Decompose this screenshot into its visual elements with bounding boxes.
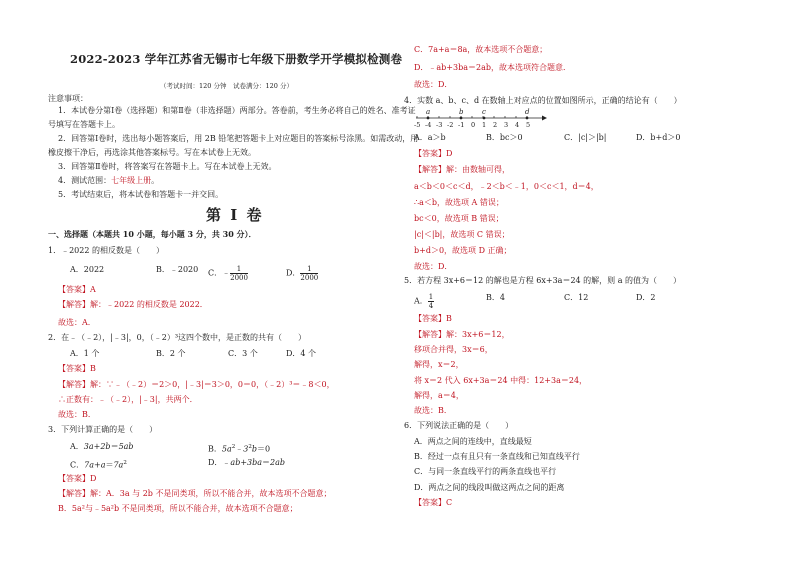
q4-conclusion: 故选：D． xyxy=(414,262,453,271)
axis-tick-label: 4 xyxy=(515,121,520,129)
q3-analysis-line: B．5a²与﹣5a²b 不是同类项，所以不能合并，故本选项不合题意； xyxy=(58,504,298,513)
q1-conclusion: 故选：A． xyxy=(58,318,96,327)
notice-line: 2．回答第Ⅰ卷时，选出每小题答案后，用 2B 铅笔把答题卡上对应题目的答案标号涂黑。如需改动，用 xyxy=(58,134,419,143)
q2-option-c: C．3 个 xyxy=(228,349,258,358)
q4-option-a: A．a＞b xyxy=(414,133,446,142)
q5-conclusion: 故选：B． xyxy=(414,406,452,415)
q6-option-a: A．两点之间的连线中，直线最短 xyxy=(414,437,532,446)
axis-tick-label: -5 xyxy=(414,121,421,129)
axis-tick-label: -2 xyxy=(447,121,454,129)
q5-analysis-line: 解得，x＝2， xyxy=(414,360,464,369)
q4-analysis-line: a＜b＜0＜c＜d，﹣2＜b＜﹣1，0＜c＜1，d＝4， xyxy=(414,182,599,191)
question-4-stem: 4．实数 a、b、c、d 在数轴上对应点的位置如图所示，正确的结论有（ ） xyxy=(404,96,682,105)
exam-title: 2022-2023 学年江苏省无锡市七年级下册数学开学模拟检测卷 xyxy=(70,52,403,66)
notice-line: 橡皮擦干净后，再选涂其他答案标号。写在本试卷上无效。 xyxy=(48,148,256,157)
q2-option-d: D．4 个 xyxy=(286,349,317,358)
q5-option-c: C．12 xyxy=(564,293,589,302)
q3-analysis-line: D．﹣ab+3ba＝2ab，故本选项符合题意． xyxy=(414,63,571,72)
q5-analysis-line: 解得，a＝4， xyxy=(414,391,464,400)
q3-option-a: A．3a+2b＝5ab xyxy=(70,442,134,451)
axis-tick-label: -3 xyxy=(436,121,443,129)
exam-info: （考试时间：120 分钟 试卷满分：120 分） xyxy=(160,82,293,90)
axis-tick-label: -4 xyxy=(425,121,432,129)
question-5-stem: 5．若方程 3x+6＝12 的解也是方程 6x+3a＝24 的解，则 a 的值为（ ） xyxy=(404,276,682,285)
question-6-stem: 6．下列说法正确的是（ ） xyxy=(404,421,514,430)
q2-analysis: 【解答】解：∵﹣（﹣2）＝2＞0，|﹣3|＝3＞0，0＝0，（﹣2）³＝﹣8＜0， xyxy=(58,380,335,389)
q2-conclusion: 故选：B． xyxy=(58,410,96,419)
notice-heading: 注意事项： xyxy=(48,94,88,103)
right-column xyxy=(404,0,746,562)
q3-analysis: 【解答】解：A．3a 与 2b 不是同类项，所以不能合并，故本选项不合题意； xyxy=(58,489,332,498)
q6-option-c: C．与同一条直线平行的两条直线也平行 xyxy=(414,467,557,476)
left-column xyxy=(48,0,419,562)
q4-answer: 【答案】D xyxy=(414,149,453,158)
q1-analysis: 【解答】解：﹣2022 的相反数是 2022． xyxy=(58,300,208,309)
section-heading: 一、选择题（本题共 10 小题，每小题 3 分，共 30 分）． xyxy=(48,229,257,239)
q4-analysis-line: ∴a＜b，故选项 A 错误； xyxy=(414,198,504,207)
q4-option-c: C．|c|＞|b| xyxy=(564,133,607,142)
notice-line: 3．回答第Ⅱ卷时，将答案写在答题卡上。写在本试卷上无效。 xyxy=(58,162,277,171)
q2-conclusion: ∴正数有：﹣（﹣2），|﹣3|，共两个． xyxy=(58,395,198,404)
q2-option-b: B．2 个 xyxy=(156,349,186,358)
q3-option-d: D．﹣ab+3ba＝2ab xyxy=(208,458,285,467)
q3-analysis-line: C．7a+a＝8a，故本选项不合题意； xyxy=(414,45,548,54)
point-label-d: d xyxy=(525,108,530,116)
question-2-stem: 2．在﹣（﹣2），|﹣3|，0，（﹣2）³这四个数中，是正数的共有（ ） xyxy=(48,333,307,342)
q1-option-d: D． $\frac{1}{2000}$ xyxy=(286,265,319,282)
q4-analysis-line: bc＜0，故选项 B 错误； xyxy=(414,214,504,223)
number-line-figure xyxy=(414,108,564,132)
q5-option-b: B．4 xyxy=(486,293,505,302)
notice-line: 4．测试范围：七年级上册。 xyxy=(58,176,160,185)
q5-analysis: 【解答】解：3x+6＝12， xyxy=(414,330,510,339)
point-label-b: b xyxy=(459,108,464,116)
test-range-highlight: 七年级上册 xyxy=(111,176,152,185)
q5-option-a: A． $\frac{1}{4}$ xyxy=(414,293,434,310)
q5-analysis-line: 将 x＝2 代入 6x+3a＝24 中得：12+3a＝24， xyxy=(414,376,588,385)
q2-option-a: A．1 个 xyxy=(70,349,100,358)
notice-line: 1．本试卷分第Ⅰ卷（选择题）和第Ⅱ卷（非选择题）两部分。答卷前，考生务必将自己的姓名、准考证 xyxy=(58,106,416,115)
q5-option-d: D．2 xyxy=(636,293,656,302)
q2-answer: 【答案】B xyxy=(58,364,96,373)
q4-option-b: B．bc＞0 xyxy=(486,133,523,142)
axis-tick-label: 0 xyxy=(471,121,476,129)
q1-option-a: A．2022 xyxy=(70,265,105,274)
point-label-c: c xyxy=(482,108,486,116)
axis-tick-label: 2 xyxy=(493,121,498,129)
axis-tick-label: -1 xyxy=(458,121,465,129)
question-1-stem: 1．﹣2022 的相反数是（ ） xyxy=(48,246,164,255)
question-3-stem: 3．下列计算正确的是（ ） xyxy=(48,425,158,434)
q1-option-c: C．﹣ $\frac{1}{2000}$ xyxy=(208,265,248,282)
notice-line: 5．考试结束后，将本试卷和答题卡一并交回。 xyxy=(58,190,224,199)
q4-analysis-line: b+d＞0，故选项 D 正确； xyxy=(414,246,512,255)
q4-analysis: 【解答】解：由数轴可得， xyxy=(414,165,510,174)
fraction: $\frac{1}{2000}$ xyxy=(300,265,319,282)
fraction: $\frac{1}{2000}$ xyxy=(230,265,248,282)
q3-answer: 【答案】D xyxy=(58,474,97,483)
volume-title: 第 I 卷 xyxy=(206,206,264,224)
q4-analysis-line: |c|＜|b|，故选项 C 错误； xyxy=(414,230,510,239)
q3-option-c: C．$7a+a=7a^2$ xyxy=(70,460,127,470)
q6-option-d: D．两点之间的线段叫做这两点之间的距离 xyxy=(414,483,565,492)
axis-tick-label: 1 xyxy=(482,121,487,129)
q3-option-b: B．$5a^2﹣3^2b=0$ xyxy=(208,444,271,454)
axis-tick-label: 5 xyxy=(526,121,531,129)
axis-tick-label: 3 xyxy=(504,121,509,129)
point-label-a: a xyxy=(426,108,431,116)
q3-conclusion: 故选：D． xyxy=(414,80,453,89)
q1-answer: 【答案】A xyxy=(58,285,96,294)
q6-answer: 【答案】C xyxy=(414,498,453,507)
q5-analysis-line: 移项合并得，3x＝6， xyxy=(414,345,493,354)
q4-option-d: D．b+d＞0 xyxy=(636,133,681,142)
q1-option-b: B．﹣2020 xyxy=(156,265,199,274)
notice-line: 号填写在答题卡上。 xyxy=(48,120,120,129)
fraction: $\frac{1}{4}$ xyxy=(428,293,434,310)
q5-answer: 【答案】B xyxy=(414,314,452,323)
q6-option-b: B．经过一点有且只有一条直线和已知直线平行 xyxy=(414,452,580,461)
